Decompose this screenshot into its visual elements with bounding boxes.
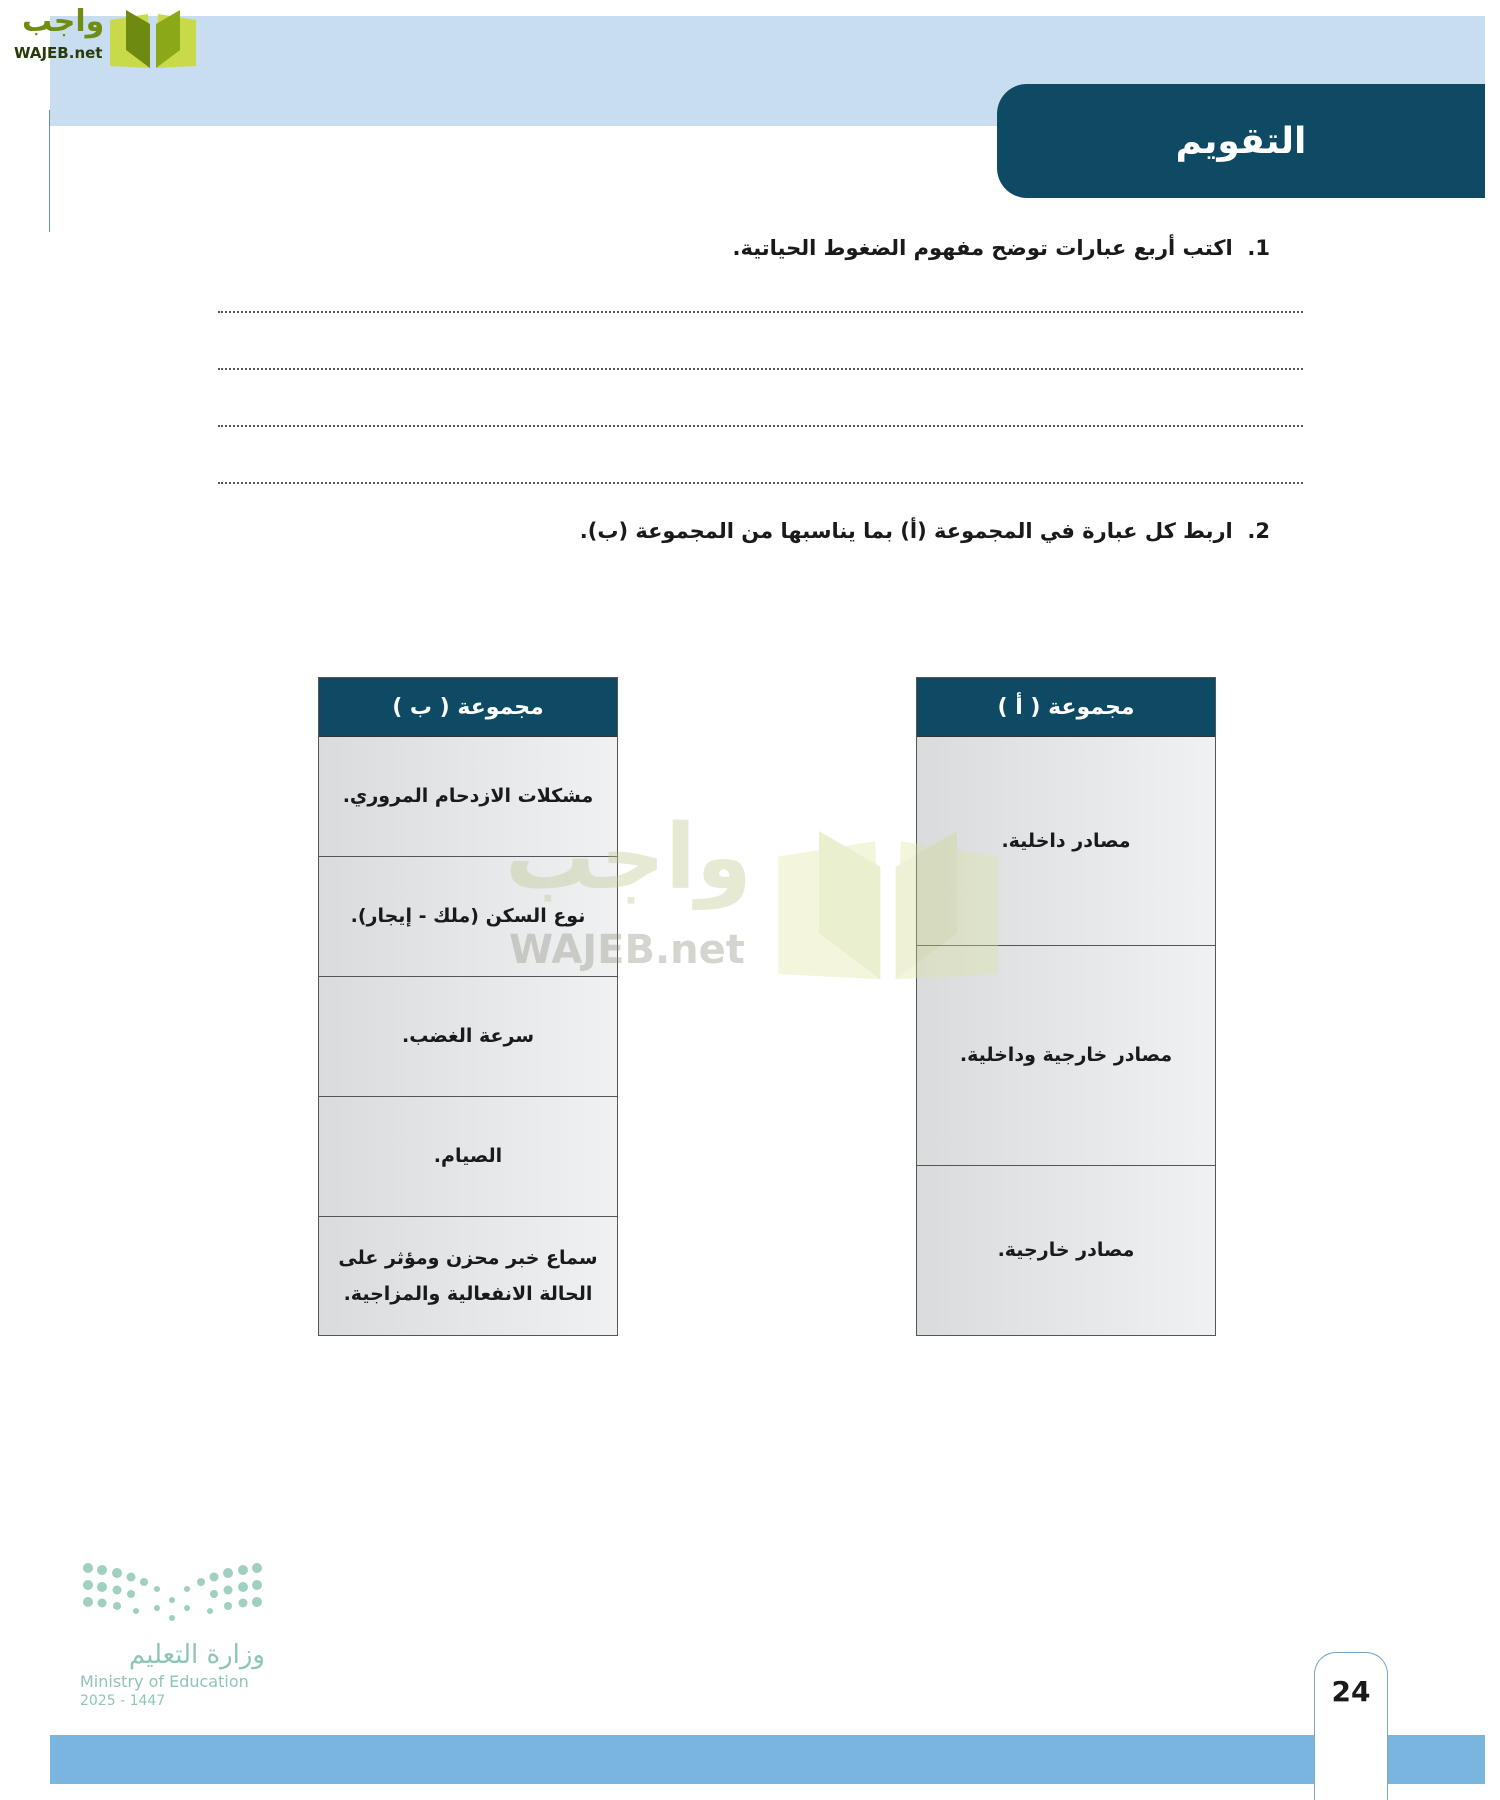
margin-line (49, 110, 50, 232)
question-number: 2. (1247, 519, 1270, 543)
group-a-item[interactable]: مصادر خارجية وداخلية. (917, 946, 1215, 1166)
group-b-item[interactable]: مشكلات الازدحام المروري. (319, 737, 617, 857)
book-icon (108, 6, 198, 68)
group-b-item[interactable]: سماع خبر محزن ومؤثر على الحالة الانفعالية والمزاجية. (338, 1246, 598, 1305)
group-a-header: مجموعة ( أ ) (917, 678, 1215, 737)
wajeb-logo-en: WAJEB.net (14, 44, 103, 62)
answer-line[interactable] (218, 425, 1303, 427)
question-number: 1. (1247, 236, 1270, 260)
answer-line[interactable] (218, 482, 1303, 484)
group-a-table (916, 677, 1216, 1336)
group-b-item[interactable]: سرعة الغضب. (319, 977, 617, 1097)
wajeb-logo-text: واجب (22, 4, 105, 39)
answer-line[interactable] (218, 368, 1303, 370)
ministry-name-en: Ministry of Education (80, 1672, 249, 1691)
group-b-item[interactable]: الصيام. (319, 1097, 617, 1217)
group-b-header: مجموعة ( ب ) (319, 678, 617, 737)
footer-band (50, 1735, 1485, 1784)
section-title: التقويم (997, 84, 1485, 198)
watermark-text: واجب (505, 805, 752, 910)
group-a-item[interactable]: مصادر داخلية. (917, 737, 1215, 946)
question-text: اربط كل عبارة في المجموعة (أ) بما يناسبها من المجموعة (ب). (579, 519, 1233, 543)
question-1 (733, 236, 1271, 260)
group-b-table (318, 677, 618, 1336)
question-2 (580, 519, 1270, 543)
ministry-name-ar: وزارة التعليم (128, 1640, 265, 1670)
watermark-en: WAJEB.net (509, 927, 745, 973)
wajeb-logo (10, 4, 190, 66)
question-text: اكتب أربع عبارات توضح مفهوم الضغوط الحياتية. (732, 236, 1233, 260)
page-number: 24 (1314, 1652, 1388, 1800)
ministry-year: 2025 - 1447 (80, 1693, 166, 1709)
group-a-item[interactable]: مصادر خارجية. (997, 1239, 1135, 1262)
group-b-item[interactable]: نوع السكن (ملك - إيجار). (319, 857, 617, 977)
ministry-logo (80, 1560, 280, 1709)
ministry-dots-icon (80, 1560, 265, 1630)
answer-line[interactable] (218, 311, 1303, 313)
